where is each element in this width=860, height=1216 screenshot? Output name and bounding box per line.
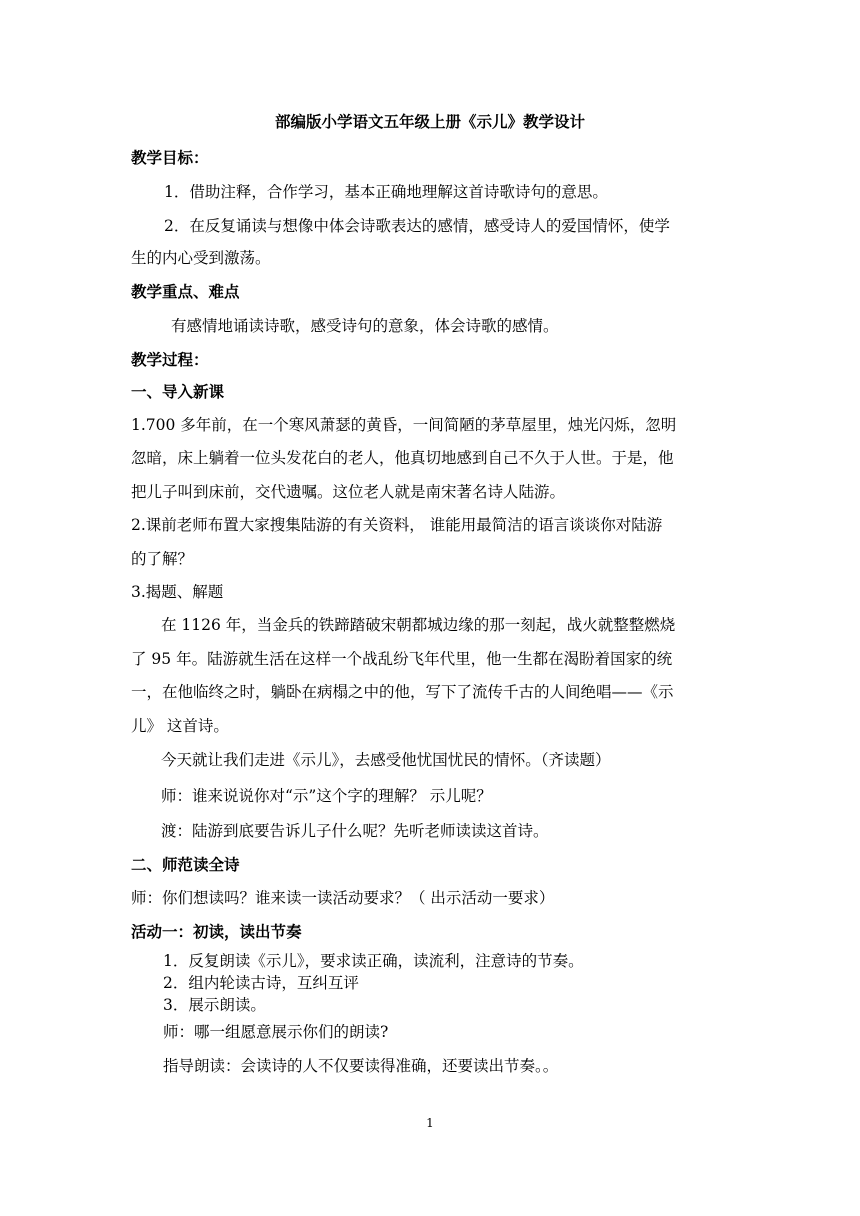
paragraph-line: 把儿子叫到床前，交代遗嘱。这位老人就是南宋著名诗人陆游。 (131, 483, 566, 501)
paragraph-line: 师：你们想读吗？谁来读一读活动要求？（ 出示活动一要求） (131, 889, 555, 907)
section-heading-intro: 一、导入新课 (131, 383, 225, 401)
activity-heading: 活动一：初读，读出节奏 (131, 923, 302, 941)
paragraph-line: 渡：陆游到底要告诉儿子什么呢？先听老师读读这首诗。 (161, 822, 549, 840)
heading-teaching-goals: 教学目标： (131, 149, 209, 167)
paragraph-line: 忽暗，床上躺着一位头发花白的老人，他真切地感到自己不久于人世。于是，他 (131, 449, 674, 467)
section-heading-model-reading: 二、师范读全诗 (131, 856, 240, 874)
paragraph-line: 2.课前老师布置大家搜集陆游的有关资料， 谁能用最简洁的语言谈谈你对陆游 (131, 516, 663, 534)
activity-item: 2．组内轮读古诗，互纠互评 (163, 974, 359, 992)
heading-key-points: 教学重点、难点 (131, 283, 240, 301)
paragraph-line: 1.700 多年前，在一个寒风萧瑟的黄昏，一间简陋的茅草屋里，烛光闪烁，忽明 (131, 416, 677, 434)
goal-1: 1．借助注释，合作学习，基本正确地理解这首诗歌诗句的意思。 (164, 183, 608, 201)
paragraph-line: 一，在他临终之时，躺卧在病榻之中的他，写下了流传千古的人间绝唱——《示 (131, 683, 674, 701)
document-title: 部编版小学语文五年级上册《示儿》教学设计 (274, 113, 585, 131)
paragraph-line: 儿》 这首诗。 (131, 717, 229, 735)
paragraph-line: 的了解？ (131, 550, 194, 568)
heading-teaching-process: 教学过程： (131, 351, 209, 369)
page-number: 1 (426, 1116, 434, 1130)
paragraph-line: 师：哪一组愿意展示你们的朗读? (163, 1023, 389, 1041)
paragraph-line: 3.揭题、解题 (131, 583, 224, 601)
activity-item: 3．展示朗读。 (163, 996, 266, 1014)
paragraph-line: 了 95 年。陆游就生活在这样一个战乱纷飞年代里，他一生都在渴盼着国家的统 (131, 650, 673, 668)
goal-2-line-2: 生的内心受到激荡。 (131, 249, 271, 267)
paragraph-line: 指导朗读：会读诗的人不仅要读得准确，还要读出节奏。。 (163, 1057, 559, 1075)
goal-2-line-1: 2．在反复诵读与想像中体会诗歌表达的感情，感受诗人的爱国情怀，使学 (164, 217, 670, 235)
key-points-text: 有感情地诵读诗歌，感受诗句的意象，体会诗歌的感情。 (171, 317, 559, 335)
paragraph-line: 今天就让我们走进《示儿》，去感受他忧国忧民的情怀。（齐读题） (161, 751, 611, 769)
activity-item: 1．反复朗读《示儿》，要求读正确，读流利，注意诗的节奏。 (163, 952, 584, 970)
paragraph-line: 师：谁来说说你对“示”这个字的理解？ 示儿呢？ (161, 787, 492, 805)
paragraph-line: 在 1126 年，当金兵的铁蹄踏破宋朝都城边缘的那一刻起，战火就整整燃烧 (161, 616, 676, 634)
